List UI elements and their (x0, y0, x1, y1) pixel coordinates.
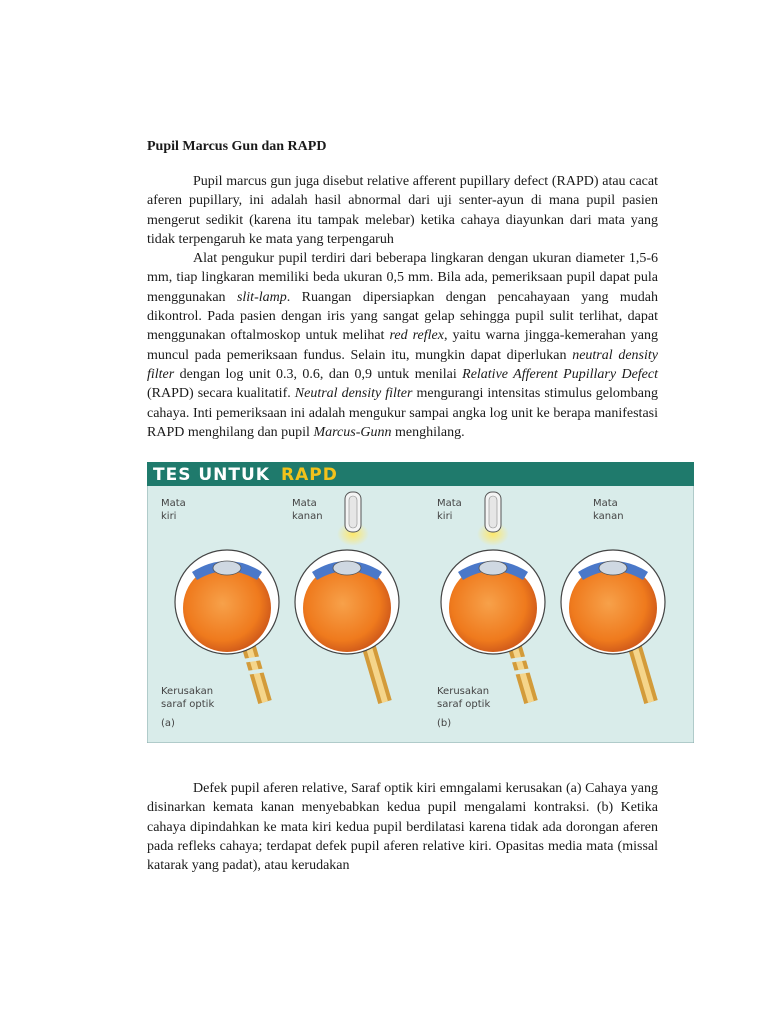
p2-italic-ndf-2: Neutral density filter (294, 386, 413, 402)
label-left-eye-a-1: Mata (161, 498, 186, 510)
label-damage-a-2: saraf optik (161, 699, 215, 711)
label-panel-a: (a) (161, 718, 175, 730)
p2-text-3: , yaitu warna jingga-kemerahan yang muncul pada pemeriksaan fundus. Selain itu, mungkin dapat diperlukan (147, 328, 658, 363)
p2-text-7: menghilang. (391, 424, 465, 440)
figure-title-prefix: TES UNTUK (153, 465, 270, 486)
p2-text-4: dengan log unit 0.3, 0.6, dan 0,9 untuk menilai (174, 366, 463, 382)
label-left-eye-a-2: kiri (161, 511, 177, 523)
label-left-eye-b-2: kiri (437, 511, 453, 523)
p2-text-1: Alat pengukur pupil terdiri dari beberapa lingkaran dengan ukuran diameter 1,5-6 mm, tiap lingkaran memiliki beda ukuran 0,5 mm. Bila ada, pemeriksaan pupil dapat pula menggunakan (147, 251, 658, 305)
figure-container (147, 462, 658, 743)
p2-text-2: . Ruangan dipersiapkan dengan pencahayaan yang mudah dikontrol. Pada pasien dengan iris yang sangat gelap sehingga pupil sulit terlihat, dapat menggunakan oftalmoskop untuk melihat (147, 289, 659, 344)
p2-italic-slit-lamp: slit-lamp (236, 289, 287, 305)
label-damage-b-1: Kerusakan (437, 686, 490, 698)
label-damage-b-2: saraf optik (437, 699, 491, 711)
paragraph-3: Defek pupil aferen relative, Saraf optik kiri emngalami kerusakan (a) Cahaya yang disinarkan kemata kanan menyebabkan kedua pupil mengalami kontraksi. (b) Ketika cahaya dipindahkan ke mata kiri kedua pupil berdilatasi karena tidak ada dorongan aferen pada refleks cahaya; terdapat defek pupil aferen relative kiri. Opasitas media mata (missal katarak yang padat), atau kerudakan (147, 781, 658, 874)
p2-text-6: mengurangi intensitas stimulus gelombang cahaya. Inti pemeriksaan ini adalah mengukur sampai angka log unit ke berapa manifestasi RAPD menghilang dan pupil (147, 386, 659, 440)
rapd-test-figure (147, 462, 694, 743)
label-damage-a-1: Kerusakan (161, 686, 214, 698)
paragraph-1: Pupil marcus gun juga disebut relative afferent pupillary defect (RAPD) atau cacat aferen pupillary, ini adalah hasil abnormal dari uji senter-ayun di mana pupil pasien mengerut sedikit (karena itu tampak melebar) ketika cahaya diayunkan dari mata yang tidak terpengaruh ke mata yang terpengaruh (147, 174, 658, 247)
figure-title-highlight: RAPD (281, 465, 338, 486)
p2-italic-marcus-gunn: Marcus-Gunn (313, 424, 392, 440)
label-right-eye-a-1: Mata (292, 498, 317, 510)
p2-italic-red-reflex: red reflex (389, 328, 444, 344)
p2-text-5: (RAPD) secara kualitatif. (147, 386, 295, 402)
label-left-eye-b-1: Mata (437, 498, 462, 510)
paragraph-2 (147, 249, 658, 442)
document-title: Pupil Marcus Gun dan RAPD (147, 139, 327, 154)
label-right-eye-b-1: Mata (593, 498, 618, 510)
p2-italic-ndf: neutral density filter (147, 347, 658, 382)
p2-italic-rapd: Relative Afferent Pupillary Defect (462, 366, 659, 382)
label-right-eye-a-2: kanan (292, 511, 323, 523)
label-panel-b: (b) (437, 718, 452, 730)
label-right-eye-b-2: kanan (593, 511, 624, 523)
document-body (147, 138, 658, 876)
